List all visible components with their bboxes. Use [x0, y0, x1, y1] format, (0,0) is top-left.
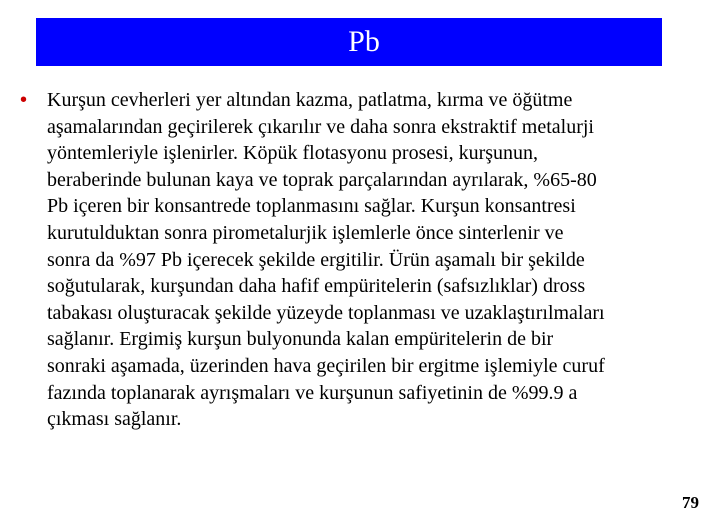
- bullet-icon: •: [20, 89, 28, 111]
- paragraph-line: sonra da %97 Pb içerecek şekilde ergitilir. Ürün aşamalı bir şekilde: [47, 248, 585, 271]
- bullet-paragraph: [20, 87, 700, 433]
- paragraph-line: soğutularak, kurşundan daha hafif empüritelerin (safsızlıklar) dross: [47, 275, 586, 298]
- paragraph-line: sonraki aşamada, üzerinden hava geçirilen bir ergitme işlemiyle curuf: [47, 354, 605, 377]
- paragraph-line: aşamalarından geçirilerek çıkarılır ve daha sonra ekstraktif metalurji: [47, 115, 594, 138]
- paragraph-line: yöntemleriyle işlenirler. Köpük flotasyonu prosesi, kurşunun,: [47, 142, 539, 165]
- slide-title: Pb: [36, 18, 662, 66]
- paragraph-line: çıkması sağlanır.: [47, 408, 182, 431]
- page-number: 79: [682, 493, 699, 512]
- paragraph-line: kurutulduktan sonra pirometalurjik işlemlerle önce sinterlenir ve: [47, 221, 564, 244]
- paragraph-line: Kurşun cevherleri yer altından kazma, patlatma, kırma ve öğütme: [47, 89, 573, 111]
- paragraph-line: beraberinde bulunan kaya ve toprak parçalarından ayrılarak, %65-80: [47, 168, 597, 191]
- paragraph-line: tabakası oluşturacak şekilde yüzeyde toplanması ve uzaklaştırılmaları: [47, 301, 605, 324]
- paragraph-line: fazında toplanarak ayrışmaları ve kurşunun safiyetinin de %99.9 a: [47, 381, 578, 404]
- paragraph-text: [47, 87, 700, 433]
- paragraph-line: sağlanır. Ergimiş kurşun bulyonunda kalan empüritelerin de bir: [47, 328, 554, 351]
- paragraph-line: Pb içeren bir konsantrede toplanmasını sağlar. Kurşun konsantresi: [47, 195, 576, 218]
